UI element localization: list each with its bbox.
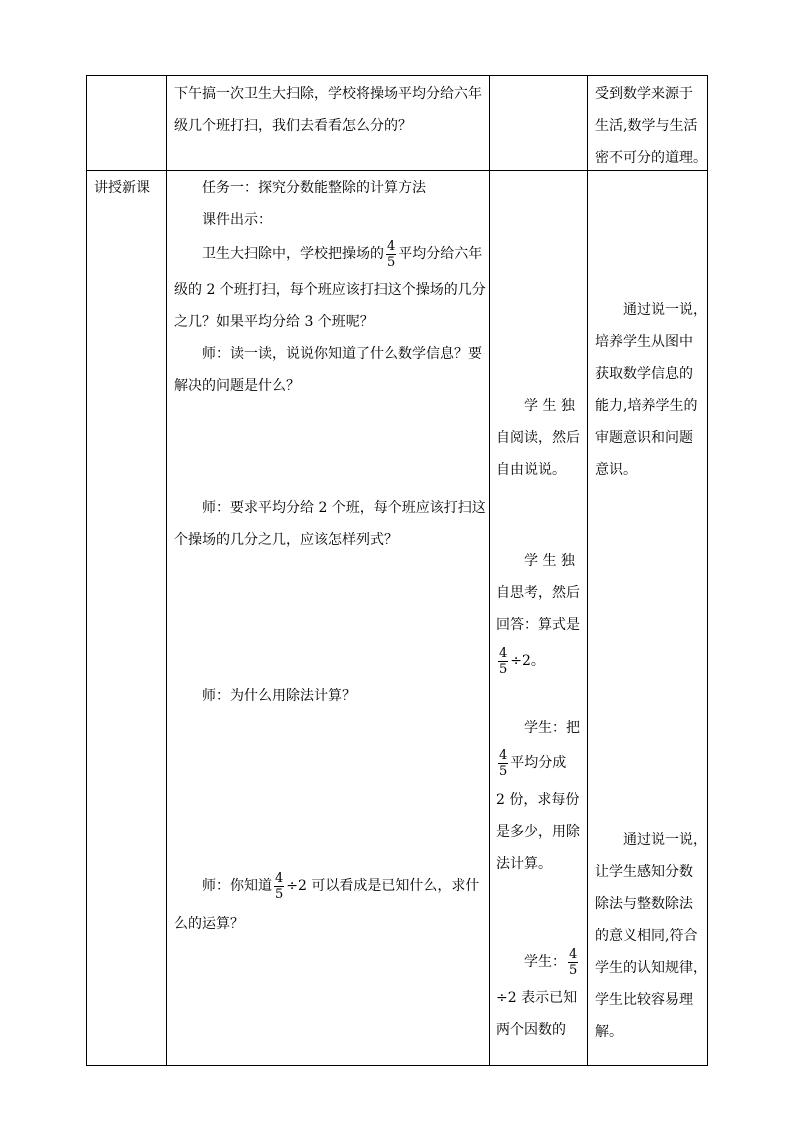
problem-line-1-post: 平均分给六年 (398, 246, 483, 262)
student-response-2-line-3: 回答：算式是 (496, 617, 580, 633)
student-response-4-line-1 (524, 946, 580, 978)
problem-line-1 (202, 238, 482, 270)
fraction-numerator: 4 (569, 946, 578, 962)
table-right-border (707, 75, 708, 1066)
fraction-denominator: 5 (499, 661, 508, 677)
intent-1-line-5: 审题意识和问题 (595, 430, 693, 446)
table-bottom-border (86, 1065, 708, 1066)
column-divider-3 (587, 75, 588, 1066)
courseware-label: 课件出示： (202, 212, 272, 228)
student-response-3-line-4: 是多少，用除 (496, 824, 580, 840)
student-response-4-line-3: 两个因数的 (496, 1022, 566, 1038)
student-response-1-line-2: 自阅读，然后 (496, 430, 580, 446)
teacher-question-1b: 解决的问题是什么？ (174, 378, 300, 394)
intro-intent-line-3: 密不可分的道理。 (595, 150, 707, 166)
fraction-numerator: 4 (275, 870, 284, 886)
column-divider-2 (489, 75, 490, 1066)
student-response-1-line-1: 学 生 独 (524, 398, 575, 414)
fraction-denominator: 5 (569, 962, 578, 978)
problem-line-1-pre: 卫生大扫除中，学校把操场的 (202, 246, 384, 262)
teacher-question-4-post: ÷2 可以看成是已知什么，求什 (286, 878, 480, 894)
fraction-numerator: 4 (499, 645, 508, 661)
fraction-four-fifths (568, 947, 578, 978)
student-response-3-line-3: 2 份，求每份 (496, 792, 580, 808)
intent-2-line-5: 学生的认知规律， (595, 960, 707, 976)
intro-intent-line-2: 生活,数学与生活 (595, 118, 698, 134)
intent-2-line-6: 学生比较容易理 (595, 992, 693, 1008)
student-response-2-line-2: 自思考，然后 (496, 585, 580, 601)
fraction-four-fifths (498, 646, 508, 677)
student-response-2-line-4 (496, 645, 545, 677)
intent-2-line-4: 的意义相同,符合 (595, 928, 698, 944)
problem-line-2: 级的 2 个班打扫，每个班应该打扫这个操场的几分 (174, 282, 486, 298)
column-divider-1 (166, 75, 167, 1066)
teacher-question-4b: 么的运算？ (174, 916, 244, 932)
intent-1-line-3: 获取数学信息的 (595, 366, 693, 382)
student-response-2-line-1: 学 生 独 (524, 553, 575, 569)
intent-1-line-6: 意识。 (595, 462, 637, 478)
fraction-numerator: 4 (387, 238, 396, 254)
student-response-3-avg: 平均分成 (510, 755, 567, 771)
intro-intent-line-1: 受到数学来源于 (595, 86, 693, 102)
student-response-4-line-2: ÷2 表示已知 (496, 990, 578, 1006)
stage-label: 讲授新课 (94, 180, 150, 196)
student-response-3-line-5: 法计算。 (496, 856, 552, 872)
intent-2-line-7: 解。 (595, 1024, 623, 1040)
teacher-question-3: 师：为什么用除法计算？ (202, 688, 356, 704)
teacher-question-2a: 师：要求平均分给 2 个班，每个班应该打扫这 (202, 500, 486, 516)
intent-1-line-2: 培养学生从图中 (595, 334, 693, 350)
task-heading: 任务一：探究分数能整除的计算方法 (202, 180, 426, 196)
fraction-denominator: 5 (499, 763, 508, 779)
student-response-3-line-2 (496, 747, 566, 779)
fraction-four-fifths (386, 239, 396, 270)
student-response-1-line-3: 自由说说。 (496, 462, 566, 478)
fraction-denominator: 5 (275, 886, 284, 902)
table-left-border (86, 75, 87, 1066)
problem-line-3: 之几？如果平均分给 3 个班呢？ (174, 314, 374, 330)
intent-1-line-1: 通过说一说， (623, 302, 707, 318)
fraction-denominator: 5 (387, 254, 396, 270)
student-response-2-tail: ÷2。 (510, 653, 545, 669)
student-response-3-line-1: 学生：把 (524, 720, 580, 736)
teacher-question-4 (202, 870, 479, 902)
intent-2-line-1: 通过说一说， (623, 832, 707, 848)
intro-line-2: 级几个班打扫，我们去看看怎么分的？ (174, 118, 412, 134)
intent-2-line-2: 让学生感知分数 (595, 864, 693, 880)
intro-line-1: 下午搞一次卫生大扫除，学校将操场平均分给六年 (174, 86, 482, 102)
student-response-4-label: 学生： (524, 954, 566, 970)
intent-2-line-3: 除法与整数除法 (595, 896, 693, 912)
fraction-four-fifths (498, 748, 508, 779)
teacher-question-2b: 个操场的几分之几，应该怎样列式？ (174, 532, 398, 548)
table-top-border (86, 75, 708, 76)
fraction-numerator: 4 (499, 747, 508, 763)
teacher-question-1a: 师：读一读，说说你知道了什么数学信息？要 (202, 346, 482, 362)
teacher-question-4-pre: 师：你知道 (202, 878, 272, 894)
fraction-four-fifths (274, 871, 284, 902)
intent-1-line-4: 能力,培养学生的 (595, 398, 698, 414)
